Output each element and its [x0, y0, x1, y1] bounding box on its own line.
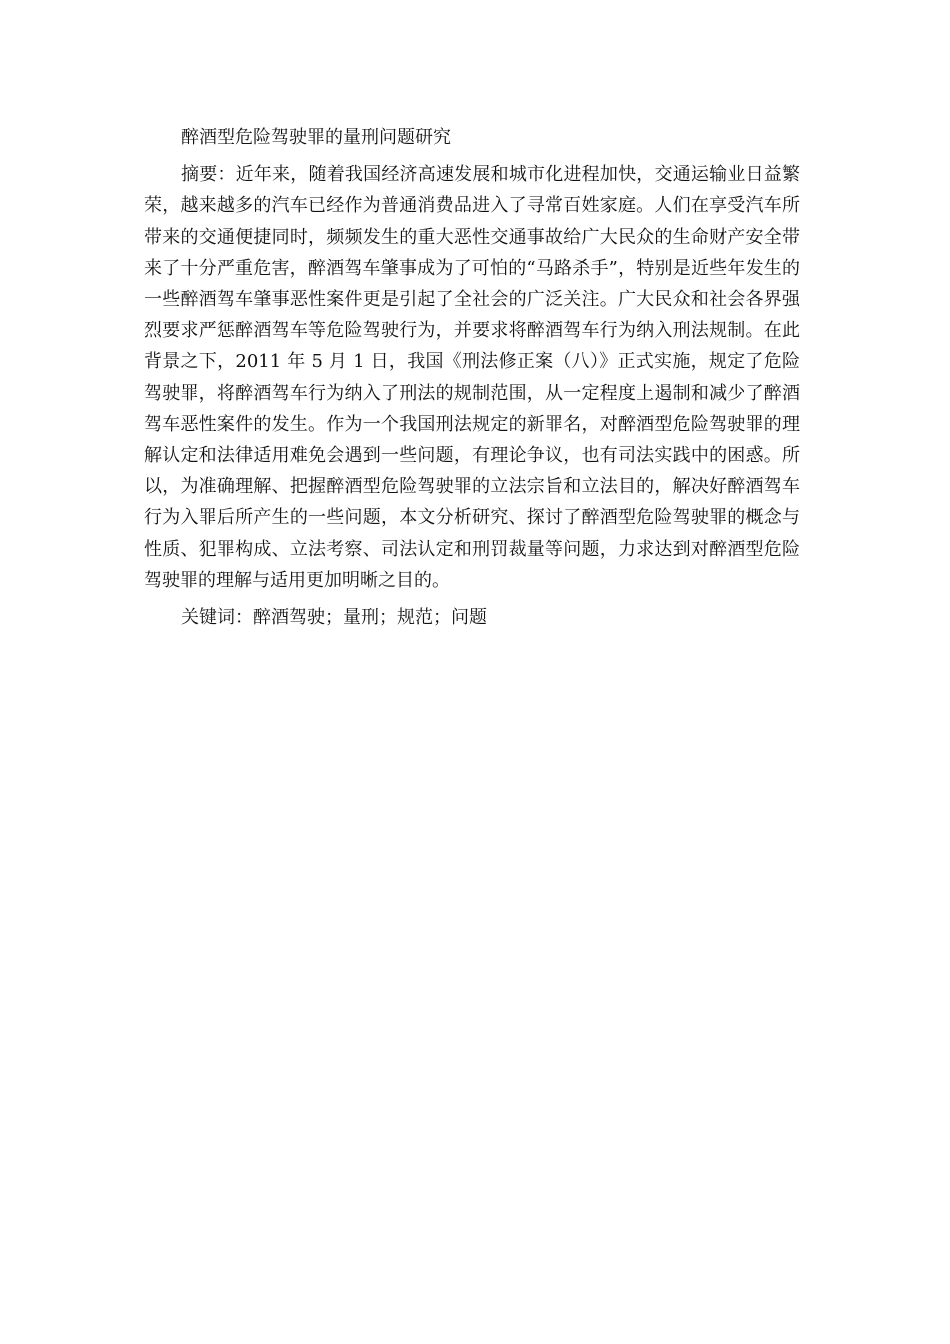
- keywords-line: 关键词：醉酒驾驶；量刑；规范；问题: [181, 607, 487, 629]
- abstract-paragraph: 摘要：近年来，随着我国经济高速发展和城市化进程加快，交通运输业日益繁荣，越来越多的汽车已经作为普通消费品进入了寻常百姓家庭。人们在享受汽车所带来的交通便捷同时，频频发生的重大恶性交通事故给广大民众的生命财产安全带来了十分严重危害，醉酒驾车肇事成为了可怕的“马路杀手”，特别是近些年发生的一些醉酒驾车肇事恶性案件更是引起了全社会的广泛关注。广大民众和社会各界强烈要求严惩醉酒驾车等危险驾驶行为，并要求将醉酒驾车行为纳入刑法规制。在此背景之下，2011 年 5 月 1 日，我国《刑法修正案（八）》正式实施，规定了危险驾驶罪，将醉酒驾车行为纳入了刑法的规制范围，从一定程度上遏制和减少了醉酒驾车恶性案件的发生。作为一个我国刑法规定的新罪名，对醉酒型危险驾驶罪的理解认定和法律适用难免会遇到一些问题，有理论争议，也有司法实践中的困惑。所以，为准确理解、把握醉酒型危险驾驶罪的立法宗旨和立法目的，解决好醉酒驾车行为入罪后所产生的一些问题，本文分析研究、探讨了醉酒型危险驾驶罪的概念与性质、犯罪构成、立法考察、司法认定和刑罚裁量等问题，力求达到对醉酒型危险驾驶罪的理解与适用更加明晰之目的。: [144, 164, 800, 591]
- document-title: 醉酒型危险驾驶罪的量刑问题研究: [181, 127, 451, 148]
- document-body: [144, 122, 800, 633]
